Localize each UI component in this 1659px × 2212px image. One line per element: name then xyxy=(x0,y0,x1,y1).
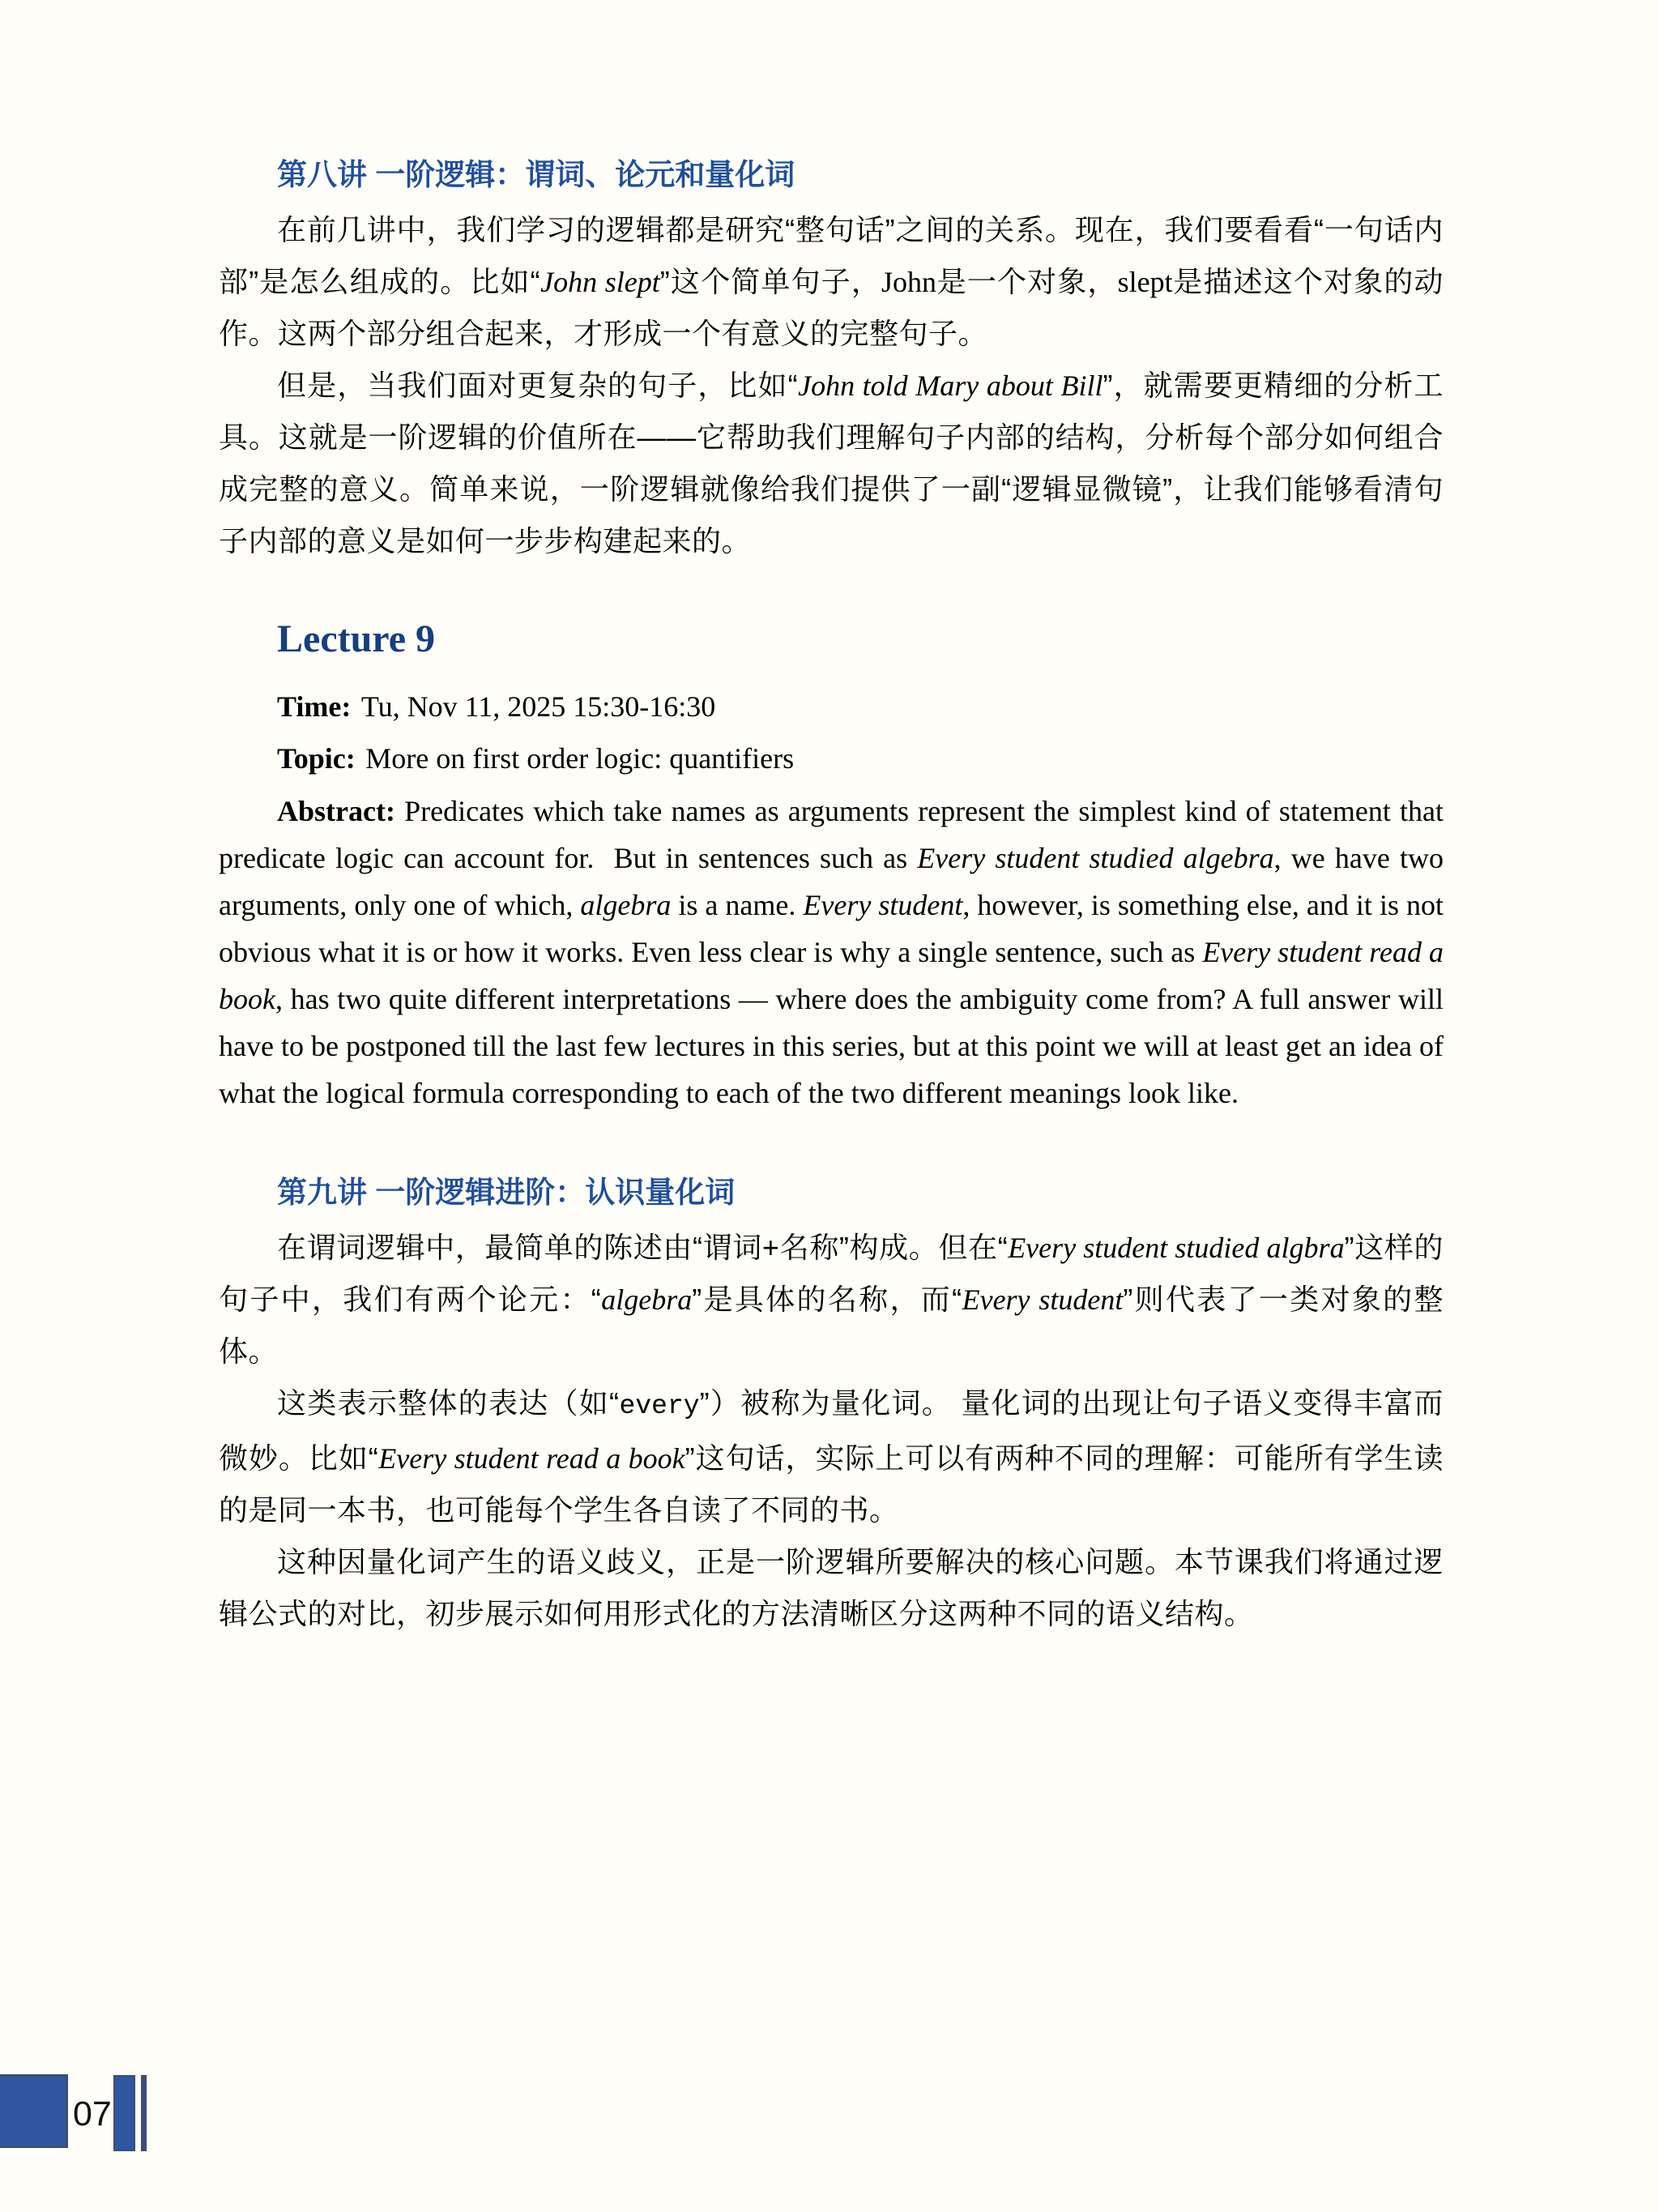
abstract-paragraph: Abstract: Predicates which take names as arguments represent the simplest kind of statement that predicate logic can account for. But in sentences such as Every student studied algebra, we have two arguments, only one of which, algebra is a name. Every student, however, is something else, and it is not obvious what it is or how it works. Even less clear is why a single sentence, such as Every student read a book, has two quite different interpretations — where does the ambiguity come from? A full answer will have to be postponed till the last few lectures in this series, but at this point we will at least get an idea of what the logical formula corresponding to each of the two different meanings look like. xyxy=(219,795,1444,1109)
section9-paragraph-3: 这种因量化词产生的语义歧义，正是一阶逻辑所要解决的核心问题。本节课我们将通过逻辑公式的对比，初步展示如何用形式化的方法清晰区分这两种不同的语义结构。 xyxy=(219,1545,1444,1630)
topic-label: Topic: xyxy=(277,742,356,775)
time-label: Time: xyxy=(277,690,352,723)
time-value: Tu, Nov 11, 2025 15:30-16:30 xyxy=(360,690,716,723)
section9-paragraph-1: 在谓词逻辑中，最简单的陈述由“谓词+名称”构成。但在“Every student studied algbra”这样的句子中，我们有两个论元：“algebra”是具体的名称，而“Every student”则代表了一类对象的整体。 xyxy=(219,1231,1444,1368)
footer-accent-bar xyxy=(113,2075,135,2151)
footer-accent-line xyxy=(141,2075,147,2151)
section8-heading: 第八讲 一阶逻辑：谓词、论元和量化词 xyxy=(277,158,795,191)
section9-paragraph-2: 这类表示整体的表达（如“every”）被称为量化词。 量化词的出现让句子语义变得丰富而微妙。比如“Every student read a book”这句话，实际上可以有两种不同的理解：可能所有学生读的是同一本书，也可能每个学生各自读了不同的书。 xyxy=(219,1386,1444,1527)
time-line xyxy=(219,681,1444,732)
section9-heading: 第九讲 一阶逻辑进阶：认识量化词 xyxy=(277,1176,736,1209)
topic-value: More on first order logic: quantifiers xyxy=(365,742,795,775)
topic-line xyxy=(219,732,1444,784)
footer-accent-square xyxy=(0,2074,68,2148)
page-content xyxy=(219,157,1444,1640)
section8-paragraph-1: 在前几讲中，我们学习的逻辑都是研究“整句话”之间的关系。现在，我们要看看“一句话内部”是怎么组成的。比如“John slept”这个简单句子，John是一个对象，slept是描述这个对象的动作。这两个部分组合起来，才形成一个有意义的完整句子。 xyxy=(219,213,1444,350)
page-number: 07 xyxy=(73,2095,112,2133)
lecture9-title: Lecture 9 xyxy=(277,617,436,660)
section8-paragraph-2: 但是，当我们面对更复杂的句子，比如“John told Mary about Bill”，就需要更精细的分析工具。这就是一阶逻辑的价值所在——它帮助我们理解句子内部的结构，分析每个部分如何组合成完整的意义。简单来说，一阶逻辑就像给我们提供了一副“逻辑显微镜”，让我们能够看清句子内部的意义是如何一步步构建起来的。 xyxy=(219,369,1444,557)
